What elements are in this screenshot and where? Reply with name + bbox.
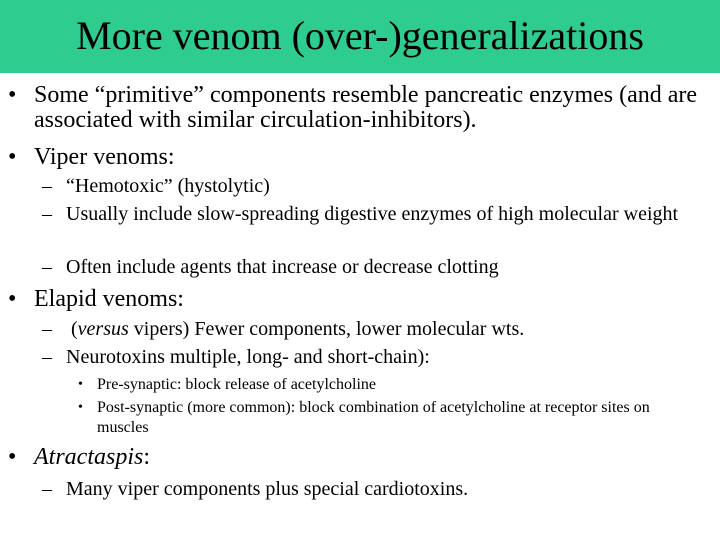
bullet-text — [34, 445, 714, 470]
subbullet-text — [66, 318, 712, 341]
bullet-marker: • — [8, 286, 17, 312]
bullet-atractaspis — [8, 445, 714, 470]
subbullet-text: Neurotoxins multiple, long- and short-chain): — [66, 346, 430, 368]
subsubbullet-text: Pre-synaptic: block release of acetylcholine — [97, 376, 376, 393]
text-after: vipers) Fewer components, lower molecular wts. — [128, 318, 525, 340]
dash-marker: – — [42, 175, 52, 197]
text-after: : — [143, 444, 151, 470]
slide-title: More venom (over-)generalizations — [76, 13, 644, 58]
subbullet-text: Often include agents that increase or decrease clotting — [66, 256, 499, 278]
dash-marker: – — [42, 478, 52, 500]
subbullet-cardiotoxins — [42, 478, 712, 501]
subbullet-text: Usually include slow-spreading digestive enzymes of high molecular weight — [66, 203, 679, 225]
dash-marker: – — [42, 318, 52, 340]
subbullet-neurotoxins — [42, 346, 712, 369]
dash-marker: – — [42, 256, 52, 278]
bullet-elapid-venoms — [8, 287, 714, 312]
bullet-text: Viper venoms: — [34, 144, 175, 170]
subsubbullet-post-synaptic — [78, 398, 698, 438]
subbullet-clotting-agents — [42, 256, 712, 279]
bullet-primitive-components — [8, 83, 714, 133]
bullet-marker: • — [78, 400, 83, 415]
subsubbullet-pre-synaptic — [78, 375, 698, 395]
text-italic-versus: versus — [77, 318, 129, 340]
text-before: ( — [66, 318, 78, 340]
bullet-marker: • — [8, 444, 17, 470]
subbullet-text: “Hemotoxic” (hystolytic) — [66, 175, 270, 197]
subbullet-hemotoxic — [42, 175, 712, 198]
dash-marker: – — [42, 346, 52, 368]
subbullet-fewer-components — [42, 318, 712, 341]
dash-marker: – — [42, 203, 52, 225]
text-italic-atractaspis: Atractaspis — [34, 444, 144, 470]
bullet-marker: • — [78, 377, 83, 392]
bullet-text: Elapid venoms: — [34, 286, 184, 312]
bullet-marker: • — [8, 82, 17, 108]
bullet-text: Some “primitive” components resemble pancreatic enzymes (and are associated with similar circulation-inhibitors). — [34, 82, 698, 133]
bullet-viper-venoms — [8, 145, 714, 170]
bullet-marker: • — [8, 144, 17, 170]
subsubbullet-text: Post-synaptic (more common): block combination of acetylcholine at receptor sites on muscles — [97, 399, 650, 436]
subbullet-text: Many viper components plus special cardiotoxins. — [66, 478, 469, 500]
subbullet-digestive-enzymes — [42, 203, 712, 226]
